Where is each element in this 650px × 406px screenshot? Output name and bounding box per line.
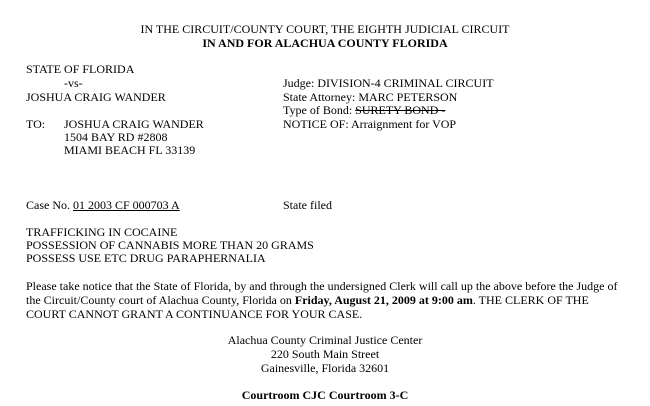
recipient-street: 1504 BAY RD #2808 <box>64 130 168 144</box>
court-header-line2: IN AND FOR ALACHUA COUNTY FLORIDA <box>202 36 448 50</box>
recipient-city: MIAMI BEACH FL 33139 <box>64 143 196 157</box>
courtroom: Courtroom CJC Courtroom 3-C <box>241 388 409 402</box>
judge-value: DIVISION-4 CRIMINAL CIRCUIT <box>317 76 494 90</box>
court-header-line1: IN THE CIRCUIT/COUNTY COURT, THE EIGHTH JUDICIAL CIRCUIT <box>140 22 510 36</box>
bond-line <box>283 103 445 117</box>
location-name: Alachua County Criminal Justice Center <box>227 333 423 347</box>
case-number-line <box>26 198 180 212</box>
versus: -vs- <box>64 76 83 90</box>
to-label: TO: <box>26 117 46 131</box>
charge-2: POSSESSION OF CANNABIS MORE THAN 20 GRAMS <box>26 238 314 252</box>
charge-1: TRAFFICKING IN COCAINE <box>26 225 178 239</box>
attorney-label: State Attorney: <box>283 90 356 104</box>
bond-label: Type of Bond: <box>283 103 353 117</box>
charge-3: POSSESS USE ETC DRUG PARAPHERNALIA <box>26 251 266 265</box>
notice-of-label: NOTICE OF: <box>283 117 349 131</box>
judge-label: Judge: <box>283 76 315 90</box>
judge-line <box>283 76 494 90</box>
notice-datetime: Friday, August 21, 2009 at 9:00 am <box>294 293 473 307</box>
attorney-line <box>283 90 457 104</box>
notice-text-2: . THE CLERK OF THE COURT CANNOT GRANT A CONTINUANCE FOR YOUR CASE. <box>26 293 589 321</box>
defendant: JOSHUA CRAIG WANDER <box>26 90 166 104</box>
notice-text-1: Please take notice that the State of Florida, by and through the undersigned Clerk will call up the above before the Judge of the Circuit/County court of Alachua County, Florida on <box>26 279 618 307</box>
case-status: State filed <box>283 198 332 212</box>
location-street: 220 South Main Street <box>270 347 380 361</box>
location-city: Gainesville, Florida 32601 <box>260 361 390 375</box>
case-number-label: Case No. <box>26 198 70 212</box>
bond-value: SURETY BOND - <box>355 103 446 117</box>
plaintiff: STATE OF FLORIDA <box>26 62 135 76</box>
attorney-value: MARC PETERSON <box>358 90 458 104</box>
notice-of-value: Arraignment for VOP <box>351 117 457 131</box>
case-number: 01 2003 CF 000703 A <box>73 198 180 212</box>
notice-paragraph <box>26 279 626 321</box>
recipient-name: JOSHUA CRAIG WANDER <box>64 117 204 131</box>
notice-of-line <box>283 117 456 131</box>
